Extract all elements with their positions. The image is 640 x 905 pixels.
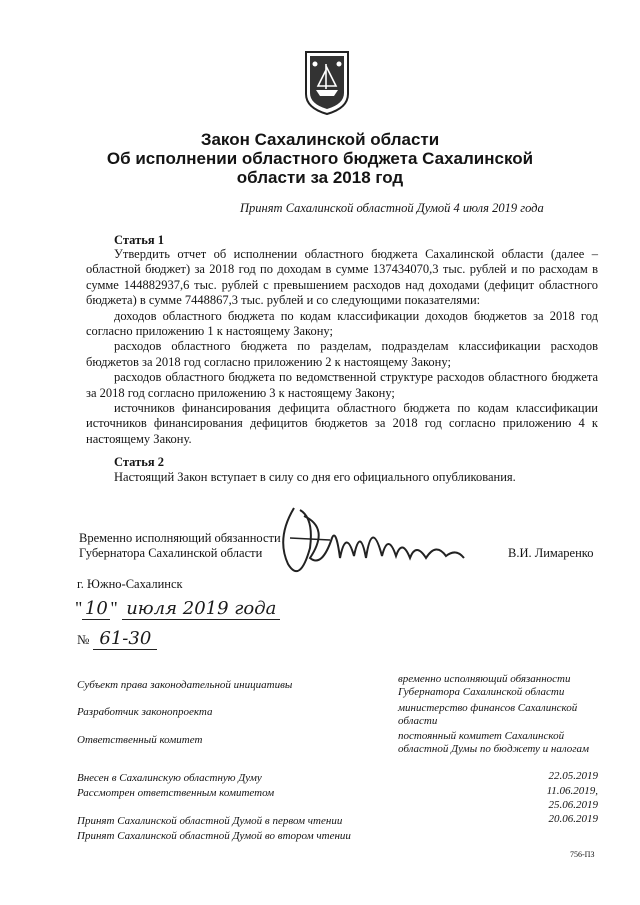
committee-value: постоянный комитет Сахалинской областной Думы по бюджету и налогам bbox=[398, 730, 590, 755]
first-reading-label: Принят Сахалинской областной Думой в первом чтении bbox=[77, 815, 343, 827]
article-1-paragraph: расходов областного бюджета по разделам, подразделам классификации расходов бюджетов за 2018 год согласно приложению 2 к настоящему Закону; bbox=[86, 339, 598, 369]
article-2-text: Настоящий Закон вступает в силу со дня его официального опубликования. bbox=[114, 470, 516, 484]
reviewed-label: Рассмотрен ответственным комитетом bbox=[77, 787, 275, 799]
introduced-label: Внесен в Сахалинскую областную Думу bbox=[77, 772, 262, 784]
second-reading-label: Принят Сахалинской областной Думой во втором чтении bbox=[77, 830, 351, 842]
signer-position-line1: Временно исполняющий обязанности bbox=[79, 531, 281, 545]
adopted-note: Принят Сахалинской областной Думой 4 июля 2019 года bbox=[240, 201, 544, 215]
sakhalin-emblem-icon bbox=[302, 50, 352, 116]
signer-name: В.И. Лимаренко bbox=[508, 546, 594, 560]
law-number bbox=[77, 628, 157, 650]
date-month-year: июля 2019 года bbox=[122, 598, 280, 620]
article-1-body bbox=[86, 247, 598, 447]
article-1-paragraph: доходов областного бюджета по кодам классификации доходов бюджетов за 2018 год согласно приложению 1 к настоящему Закону; bbox=[86, 308, 598, 339]
date-day: 10 bbox=[82, 598, 110, 620]
introduced-date: 22.05.2019 bbox=[548, 770, 598, 782]
number-sign: № bbox=[77, 632, 90, 647]
article-1-paragraph: источников финансирования дефицита областного бюджета по кодам классификации источников финансирования дефицитов бюджетов за 2018 год согласно приложению 4 к настоящему Закону. bbox=[86, 401, 598, 446]
subject-label: Субъект права законодательной инициативы bbox=[77, 679, 293, 691]
article-1-paragraph: расходов областного бюджета по ведомственной структуре расходов областного бюджета за 2018 год согласно приложению 3 к настоящему Закону; bbox=[86, 370, 598, 400]
law-title: Закон Сахалинской области bbox=[200, 130, 440, 149]
handwritten-signature bbox=[270, 498, 490, 588]
signer-position-line2: Губернатора Сахалинской области bbox=[79, 546, 263, 560]
law-subtitle-line1: Об исполнении областного бюджета Сахалинской bbox=[106, 149, 534, 168]
date-quote-close: " bbox=[110, 598, 118, 618]
developer-value: министерство финансов Сахалинской области bbox=[398, 702, 578, 727]
article-1-paragraph: Утвердить отчет об исполнении областного бюджета Сахалинской области (далее – областной бюджет) за 2018 год по доходам в сумме 137434070,3 тыс. рублей и по расходам в сумме 144882937,6 тыс. рублей с превышением расходов над доходами (дефицит областного бюджета) в сумме 7448867,3 тыс. рублей и со следующими показателями: bbox=[86, 247, 598, 308]
city: г. Южно-Сахалинск bbox=[77, 577, 183, 591]
article-1-heading: Статья 1 bbox=[114, 233, 164, 247]
committee-label: Ответственный комитет bbox=[77, 734, 203, 746]
footer-code: 756-ПЗ bbox=[570, 850, 595, 859]
article-2-heading: Статья 2 bbox=[114, 455, 164, 469]
law-subtitle-line2: области за 2018 год bbox=[236, 168, 404, 187]
first-reading-date: 20.06.2019 bbox=[548, 813, 598, 825]
developer-label: Разработчик законопроекта bbox=[77, 706, 213, 718]
signing-date bbox=[75, 598, 280, 620]
number-value: 61-30 bbox=[93, 628, 157, 650]
subject-value: временно исполняющий обязанности Губернатора Сахалинской области bbox=[398, 673, 571, 698]
date-quote-open: " bbox=[75, 598, 83, 618]
reviewed-date-2: 25.06.2019 bbox=[548, 799, 598, 811]
reviewed-date-1: 11.06.2019, bbox=[546, 785, 598, 797]
